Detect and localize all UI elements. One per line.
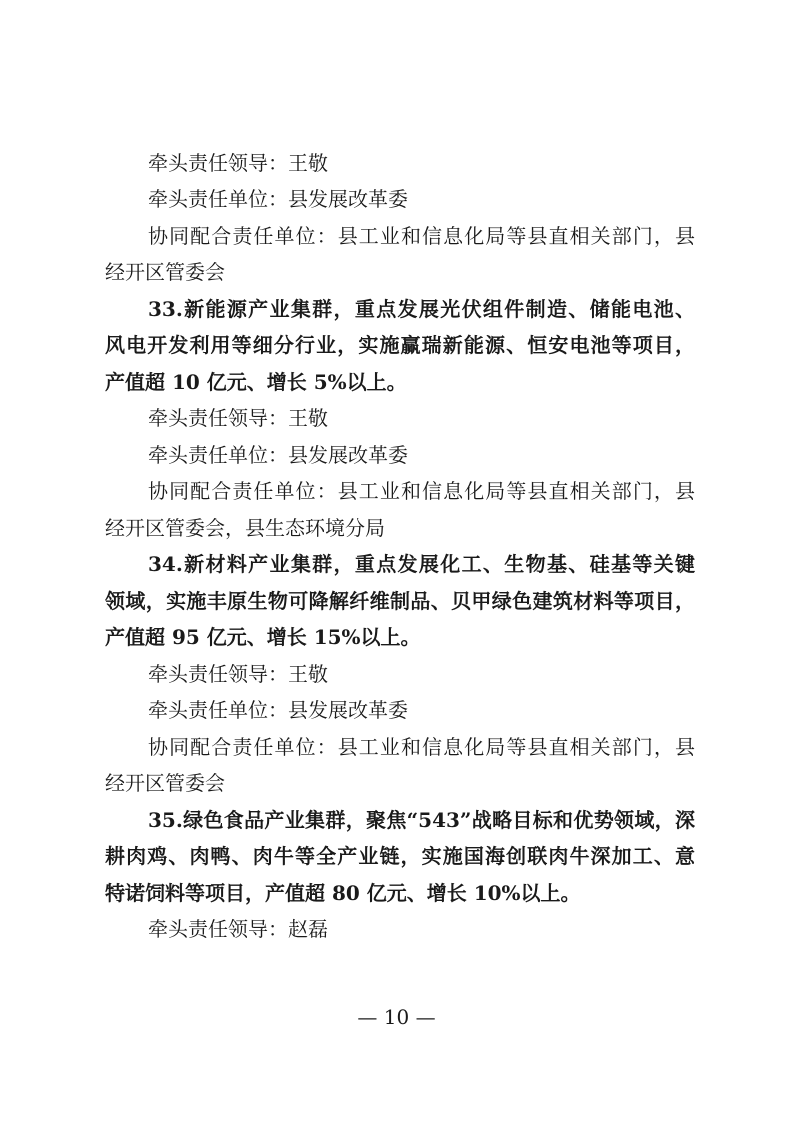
cooperating-units-line-cont: 经开区管委会 <box>105 771 225 795</box>
item-33-text: 风电开发利用等细分行业，实施赢瑞新能源、恒安电池等项目， <box>105 333 695 357</box>
item-34-heading: 34.新材料产业集群，重点发展化工、生物基、硅基等关键 <box>148 552 695 576</box>
item-35-heading: 35.绿色食品产业集群，聚焦“543”战略目标和优势领域，深 <box>148 808 695 832</box>
cooperating-units-line: 协同配合责任单位：县工业和信息化局等县直相关部门，县 <box>148 224 695 248</box>
cooperating-units-line: 协同配合责任单位：县工业和信息化局等县直相关部门，县 <box>148 479 695 503</box>
lead-unit-line: 牵头责任单位：县发展改革委 <box>148 698 408 722</box>
item-35-text: 耕肉鸡、肉鸭、肉牛等全产业链，实施国海创联肉牛深加工、意 <box>105 844 695 868</box>
item-35-text-end: 特诺饲料等项目，产值超 80 亿元、增长 10%以上。 <box>105 881 581 905</box>
lead-unit-line: 牵头责任单位：县发展改革委 <box>148 443 408 467</box>
item-34-text-end: 产值超 95 亿元、增长 15%以上。 <box>105 625 421 649</box>
lead-official-line: 牵头责任领导：王敬 <box>148 151 328 175</box>
cooperating-units-line-cont: 经开区管委会，县生态环境分局 <box>105 516 385 540</box>
lead-unit-line: 牵头责任单位：县发展改革委 <box>148 187 408 211</box>
cooperating-units-line: 协同配合责任单位：县工业和信息化局等县直相关部门，县 <box>148 735 695 759</box>
lead-official-line: 牵头责任领导：赵磊 <box>148 917 328 941</box>
item-34-text: 领域，实施丰原生物可降解纤维制品、贝甲绿色建筑材料等项目， <box>105 589 695 613</box>
lead-official-line: 牵头责任领导：王敬 <box>148 662 328 686</box>
page-number: — 10 — <box>357 1005 436 1029</box>
lead-official-line: 牵头责任领导：王敬 <box>148 406 328 430</box>
item-33-text-end: 产值超 10 亿元、增长 5%以上。 <box>105 370 407 394</box>
cooperating-units-line-cont: 经开区管委会 <box>105 260 225 284</box>
item-33-heading: 33.新能源产业集群，重点发展光伏组件制造、储能电池、 <box>148 297 695 321</box>
